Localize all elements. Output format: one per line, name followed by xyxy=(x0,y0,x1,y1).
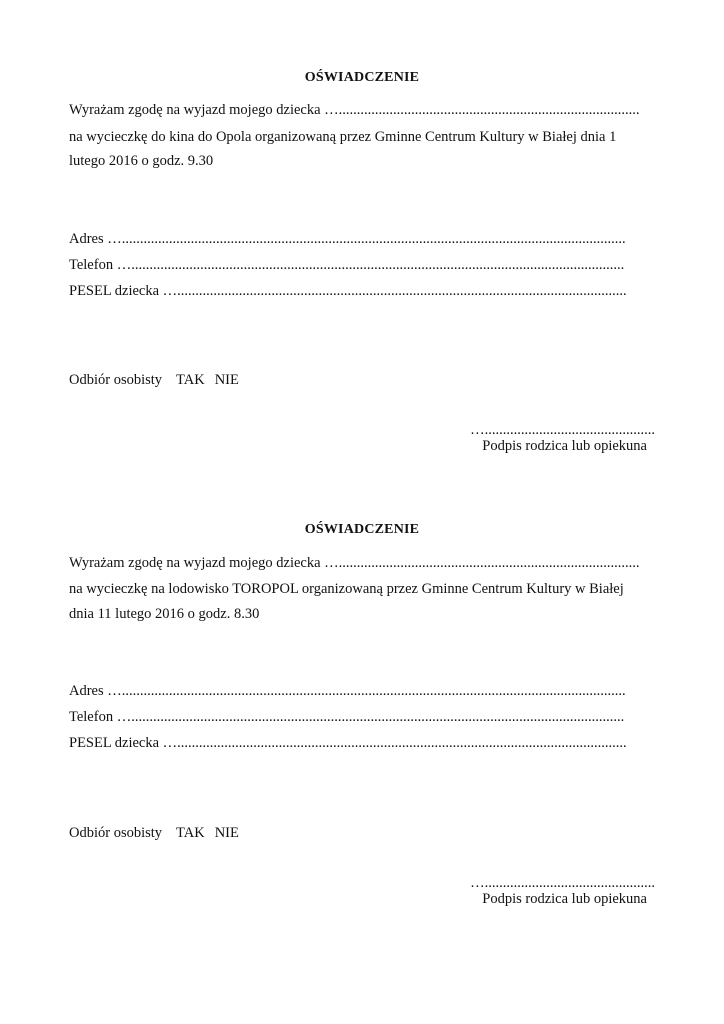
signature-line: …............................................... xyxy=(470,875,655,891)
pickup-option-no: NIE xyxy=(214,825,239,841)
pickup-option-yes: TAK xyxy=(176,825,205,841)
trip-description-line-2: lutego 2016 o godz. 9.30 xyxy=(69,153,214,169)
phone-field: Telefon …........................................................................................................................................ xyxy=(69,709,625,725)
pesel-field: PESEL dziecka …............................................................................................................................ xyxy=(69,283,627,299)
trip-description-line-1: na wycieczkę na lodowisko TOROPOL organizowaną przez Gminne Centrum Kultury w Białej xyxy=(69,581,624,597)
signature-label: Podpis rodzica lub opiekuna xyxy=(482,891,647,907)
pickup-option-no: NIE xyxy=(214,372,239,388)
address-field: Adres …........................................................................................................................................... xyxy=(69,231,626,247)
declaration-title: OŚWIADCZENIE xyxy=(304,522,420,537)
pickup-row xyxy=(69,825,239,842)
trip-description-line-1: na wycieczkę do kina do Opola organizowaną przez Gminne Centrum Kultury w Białej dnia 1 xyxy=(69,129,617,145)
declaration-title: OŚWIADCZENIE xyxy=(304,70,420,85)
pickup-option-yes: TAK xyxy=(176,372,205,388)
pickup-label: Odbiór osobisty xyxy=(69,825,163,841)
consent-line: Wyrażam zgodę na wyjazd mojego dziecka …................................................................................... xyxy=(69,555,640,571)
pesel-field: PESEL dziecka …............................................................................................................................ xyxy=(69,735,627,751)
pickup-row xyxy=(69,372,239,389)
declaration-1 xyxy=(0,0,724,470)
phone-field: Telefon …........................................................................................................................................ xyxy=(69,257,625,273)
address-field: Adres …........................................................................................................................................... xyxy=(69,683,626,699)
signature-line: …............................................... xyxy=(470,422,655,438)
trip-description-line-2: dnia 11 lutego 2016 o godz. 8.30 xyxy=(69,606,260,622)
pickup-label: Odbiór osobisty xyxy=(69,372,163,388)
consent-line: Wyrażam zgodę na wyjazd mojego dziecka …................................................................................... xyxy=(69,102,640,118)
signature-label: Podpis rodzica lub opiekuna xyxy=(482,438,647,454)
